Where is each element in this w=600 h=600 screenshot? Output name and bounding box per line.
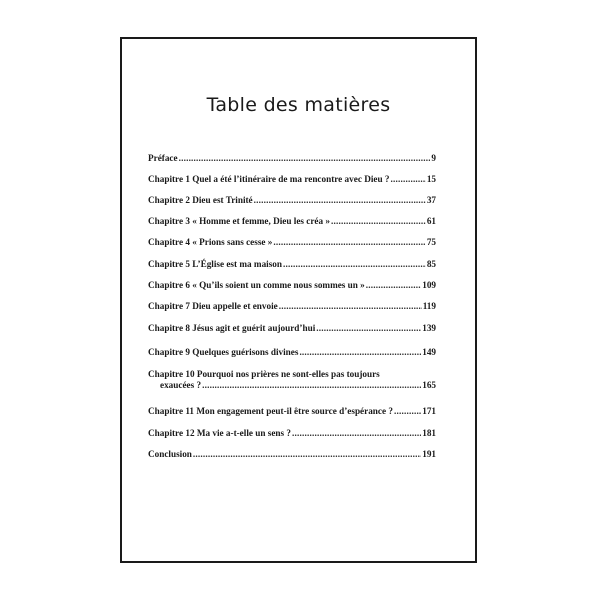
toc-entry-label: Préface [148, 153, 178, 163]
toc-entry-chapter-12 [148, 428, 436, 439]
dot-leader [366, 280, 421, 291]
toc-entry-label-continued: exaucées ? [160, 380, 202, 390]
toc-entry-page: 191 [422, 449, 436, 459]
toc-entry-label: Chapitre 2 Dieu est Trinité [148, 195, 253, 205]
page-title: Table des matières [206, 94, 391, 116]
toc-entry-page: 165 [422, 380, 436, 390]
dot-leader [193, 449, 421, 460]
toc-entry-chapter-8 [148, 323, 436, 334]
toc-entry-page: 15 [426, 174, 436, 184]
toc-entry-chapter-4 [148, 237, 436, 248]
dot-leader [390, 174, 425, 185]
toc-entry-label: Chapitre 7 Dieu appelle et envoie [148, 301, 278, 311]
dot-leader [299, 347, 421, 358]
dot-leader [279, 301, 422, 312]
toc-entry-label: Chapitre 9 Quelques guérisons divines [148, 347, 299, 357]
dot-leader [273, 237, 425, 248]
toc-entry-chapter-7 [148, 301, 436, 312]
book-page [120, 37, 477, 563]
dot-leader [179, 153, 431, 164]
toc-entry-chapter-9 [148, 347, 436, 358]
toc-entry-page: 75 [426, 237, 436, 247]
toc-entry-page: 171 [422, 406, 436, 416]
toc-entry-label: Chapitre 3 « Homme et femme, Dieu les créa » [148, 216, 330, 226]
dot-leader [292, 428, 421, 439]
dot-leader [283, 259, 426, 270]
toc-entry-chapter-6 [148, 280, 436, 291]
toc-entry-page: 37 [426, 195, 436, 205]
dot-leader [394, 406, 421, 417]
toc-entry-label: Chapitre 8 Jésus agit et guérit aujourd’hui [148, 323, 316, 333]
toc-entry-preface [148, 153, 436, 164]
toc-entry-label: Chapitre 6 « Qu’ils soient un comme nous sommes un » [148, 280, 365, 290]
toc-entry-chapter-3 [148, 216, 436, 227]
toc-entry-label: Chapitre 12 Ma vie a-t-elle un sens ? [148, 428, 291, 438]
toc-entry-label: Chapitre 4 « Prions sans cesse » [148, 237, 273, 247]
dot-leader [331, 216, 426, 227]
toc-entry-label: Chapitre 5 L’Église est ma maison [148, 259, 282, 269]
toc-entry-page: 61 [426, 216, 436, 226]
toc-entry-chapter-11 [148, 406, 436, 417]
dot-leader [254, 195, 426, 206]
toc-entry-label: Conclusion [148, 449, 192, 459]
toc-entry-chapter-1 [148, 174, 436, 185]
toc-entry-chapter-2 [148, 195, 436, 206]
toc-entry-page: 181 [422, 428, 436, 438]
dot-leader [202, 380, 421, 391]
toc-entry-label: Chapitre 10 Pourquoi nos prières ne sont-elles pas toujours [148, 369, 380, 379]
toc-entry-chapter-10 [148, 369, 436, 391]
toc-entry-page: 139 [422, 323, 436, 333]
dot-leader [316, 323, 421, 334]
toc-entry-page: 119 [422, 301, 436, 311]
toc-entry-page: 85 [426, 259, 436, 269]
toc-entry-label: Chapitre 1 Quel a été l’itinéraire de ma rencontre avec Dieu ? [148, 174, 390, 184]
toc-entry-page: 149 [422, 347, 436, 357]
toc-entry-chapter-5 [148, 259, 436, 270]
toc-entry-page: 9 [431, 153, 436, 163]
toc-entry-continuation [148, 380, 436, 391]
toc-entry-conclusion [148, 449, 436, 460]
toc-entry-label: Chapitre 11 Mon engagement peut-il être source d’espérance ? [148, 406, 393, 416]
toc-entry-page: 109 [422, 280, 436, 290]
